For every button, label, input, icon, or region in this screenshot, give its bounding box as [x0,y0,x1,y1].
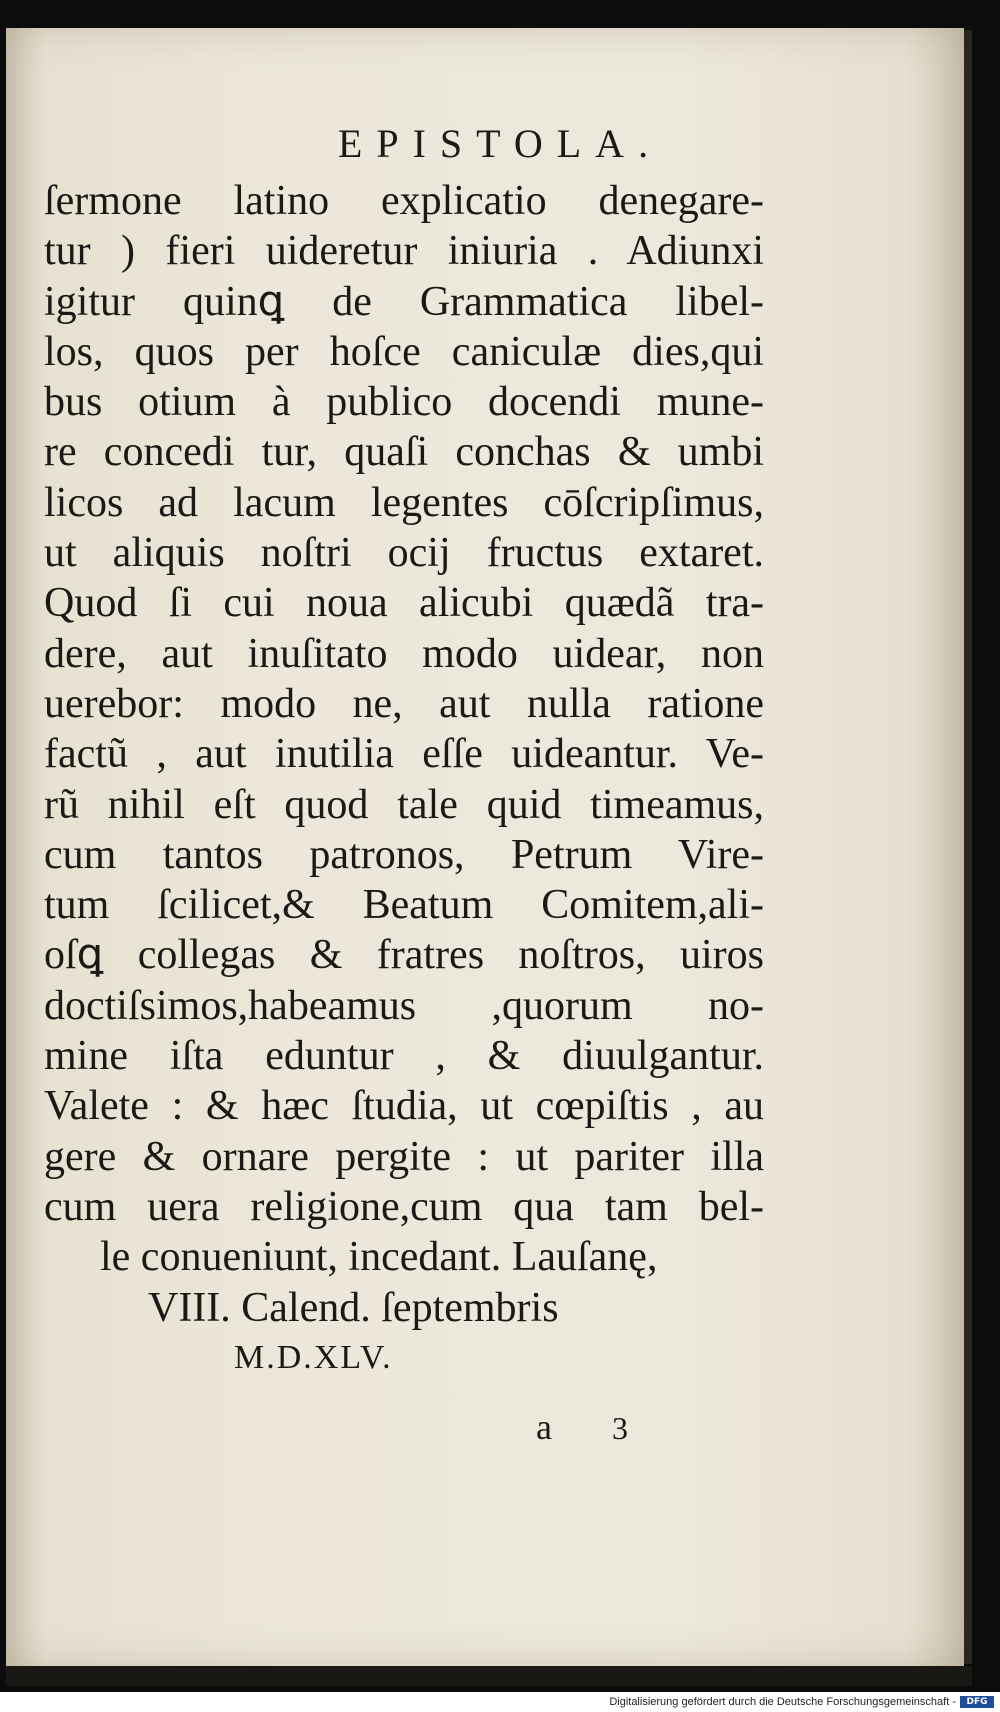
text-line: le conueniunt, incedant. Lauſanę, [100,1234,658,1281]
text-line: cum tantos patronos, Petrum Vire- [44,831,764,878]
date-line: VIII. Calend. ſeptembris [148,1284,559,1331]
signature-letter: a [536,1407,556,1447]
text-line: licos ad lacum legentes cōſcripſimus, [44,479,764,526]
page-edge [964,30,972,1664]
dfg-logo-icon: DFG [960,1696,994,1708]
signature-mark [536,1406,632,1448]
text-line: uerebor: modo ne, aut nulla ratione [44,680,764,727]
text-line: re concedi tur, quaſi conchas & umbi [44,429,764,476]
text-line: rũ nihil eſt quod tale quid timeamus, [44,781,764,828]
text-line: tur ) fieri uideretur iniuria . Adiunxi [44,228,764,275]
text-line: doctiſsimos,habeamus ,quorum no- [44,982,764,1029]
text-line: ſermone latino explicatio denegare- [44,178,764,224]
text-line: bus otium à publico docendi mune- [44,379,764,426]
text-line: los, quos per hoſce caniculæ dies,qui [44,328,764,375]
body-text [44,176,764,1383]
signature-number: 3 [611,1410,632,1446]
text-line: Quod ſi cui noua alicubi quædã tra- [44,580,764,627]
year-line: M.D.XLV. [234,1338,393,1376]
text-line: dere, aut inuſitato modo uidear, non [44,630,764,677]
text-line: gere & ornare pergite : ut pariter illa [44,1133,764,1180]
page-bottom-edge [6,1666,972,1686]
book-page [6,28,964,1666]
text-line: oſꝗ collegas & fratres noſtros, uiros [44,932,764,979]
text-line: factũ , aut inutilia eſſe uideantur. Ve- [44,731,764,778]
footer-credit: Digitalisierung gefördert durch die Deutsche Forschungsgemeinschaft - [609,1696,956,1708]
text-line: ut aliquis noſtri ocij fructus extaret. [44,530,764,577]
text-line: tum ſcilicet,& Beatum Comitem,ali- [44,882,764,929]
text-line: cum uera religione,cum qua tam bel- [44,1183,764,1230]
digitization-footer [0,1692,1000,1712]
text-line: igitur quinꝗ de Grammatica libel- [44,278,764,325]
text-line: mine iſta eduntur , & diuulgantur. [44,1033,764,1080]
running-head: EPISTOLA. [337,121,663,166]
text-line: Valete : & hæc ſtudia, ut cœpiſtis , au [44,1083,764,1130]
